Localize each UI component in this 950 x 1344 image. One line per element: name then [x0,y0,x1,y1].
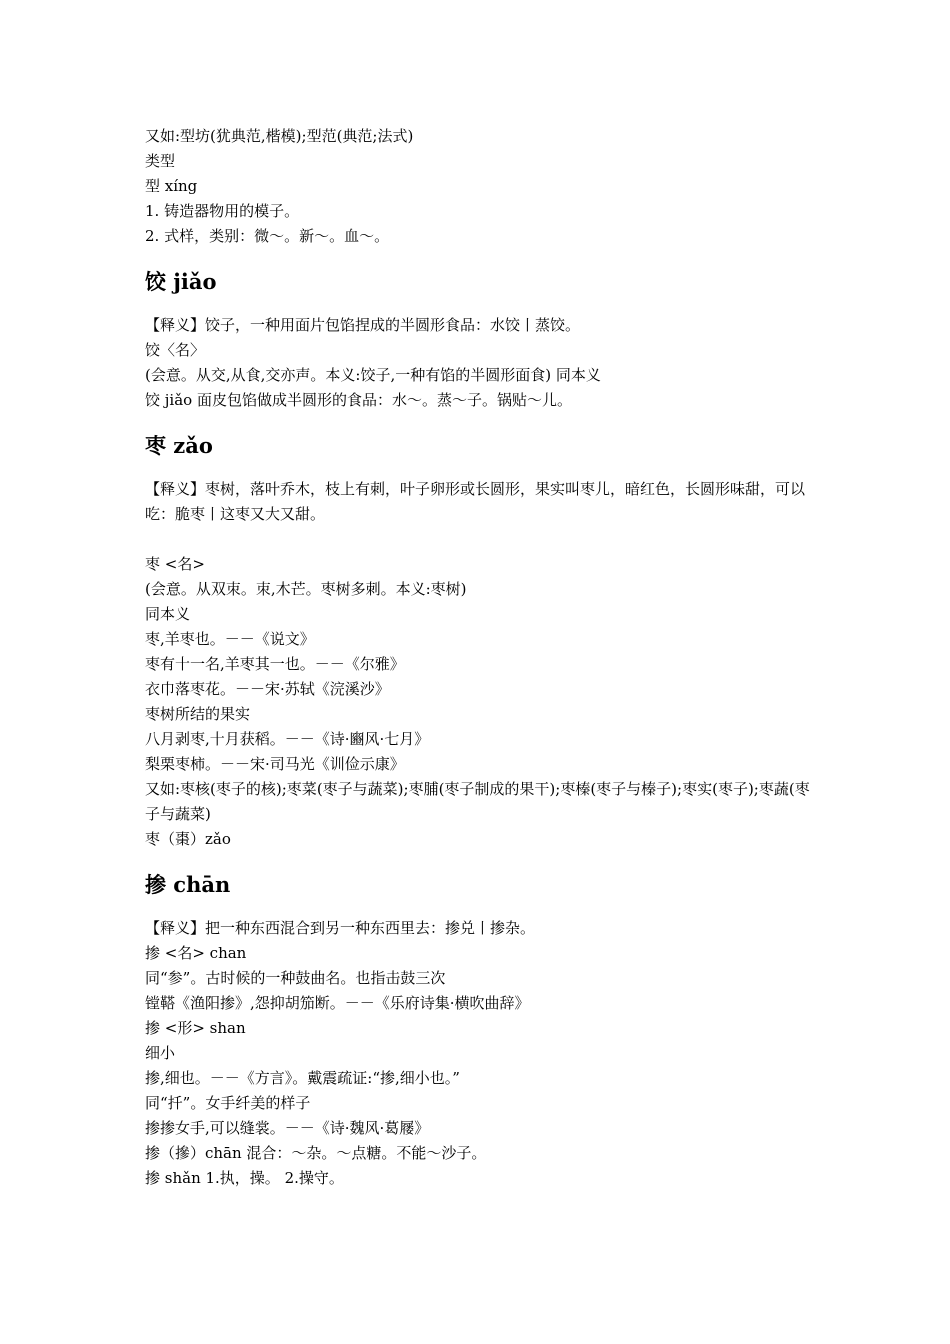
section-chan [145,870,815,1191]
text-line: 掺（摻）chān 混合：～杂。～点糖。不能～沙子。 [145,1144,487,1162]
text-line: (会意。从双朿。朿,木芒。枣树多刺。本义:枣树) [145,580,467,598]
text-line: 枣（棗）zǎo [145,830,231,848]
entry-heading-zao: 枣 zǎo [145,433,213,458]
text-line: 枣有十一名,羊枣其一也。－－《尔雅》 [145,655,405,673]
section-jiao [145,267,815,413]
definition-paragraph: 【释义】枣树，落叶乔木，枝上有刺，叶子卵形或长圆形，果实叫枣儿，暗红色，长圆形味甜，可以吃：脆枣丨这枣又大又甜。 [145,480,806,523]
section-xing [145,124,815,249]
text-line: 镗鞳《渔阳掺》,怨抑胡笳断。－－《乐府诗集·横吹曲辞》 [145,994,530,1012]
document-page [145,124,815,1191]
text-line: 又如:型坊(犹典范,楷模);型范(典范;法式) [145,127,414,145]
text-line: 枣树所结的果实 [145,705,251,723]
text-line: 八月剥枣,十月获稻。－－《诗·豳风·七月》 [145,730,430,748]
text-line: 掺,细也。－－《方言》。戴震疏证:“掺,细小也。” [145,1069,460,1087]
text-line: 掺 <形> shan [145,1019,246,1037]
text-line: 同“扦”。女手纤美的样子 [145,1094,311,1112]
text-line: 衣巾落枣花。－－宋·苏轼《浣溪沙》 [145,680,390,698]
text-paragraph: 又如:枣核(枣子的核);枣菜(枣子与蔬菜);枣脯(枣子制成的果干);枣榛(枣子与榛子);枣实(枣子);枣蔬(枣子与蔬菜) [145,780,810,823]
text-line: 饺〈名〉 [145,341,206,359]
text-line: 掺 shǎn 1.执，操。 2.操守。 [145,1169,344,1187]
text-line: 枣 <名> [145,555,205,573]
text-line: 细小 [145,1044,176,1062]
text-line: 【释义】把一种东西混合到另一种东西里去：掺兑丨掺杂。 [145,919,536,937]
text-line: 类型 [145,152,176,170]
text-line: 梨栗枣柿。－－宋·司马光《训俭示康》 [145,755,405,773]
text-line: 饺 jiǎo 面皮包馅做成半圆形的食品：水～。蒸～子。锅贴～儿。 [145,391,572,409]
text-line: 2. 式样，类别：微～。新～。血～。 [145,227,390,245]
text-line: 枣,羊枣也。－－《说文》 [145,630,315,648]
text-line: 同本义 [145,605,191,623]
text-line: 掺 <名> chan [145,944,247,962]
text-line: 掺掺女手,可以缝裳。－－《诗·魏风·葛屦》 [145,1119,430,1137]
text-line: 1. 铸造器物用的模子。 [145,202,300,220]
spacer [145,527,815,552]
section-zao [145,431,815,852]
text-line: 型 xíng [145,177,198,195]
text-line: (会意。从交,从食,交亦声。本义:饺子,一种有馅的半圆形面食) 同本义 [145,366,601,384]
text-line: 【释义】饺子，一种用面片包馅捏成的半圆形食品：水饺丨蒸饺。 [145,316,581,334]
text-line: 同“参”。古时候的一种鼓曲名。也指击鼓三次 [145,969,446,987]
entry-heading-chan: 掺 chān [145,872,231,897]
entry-heading-jiao: 饺 jiǎo [145,269,217,294]
